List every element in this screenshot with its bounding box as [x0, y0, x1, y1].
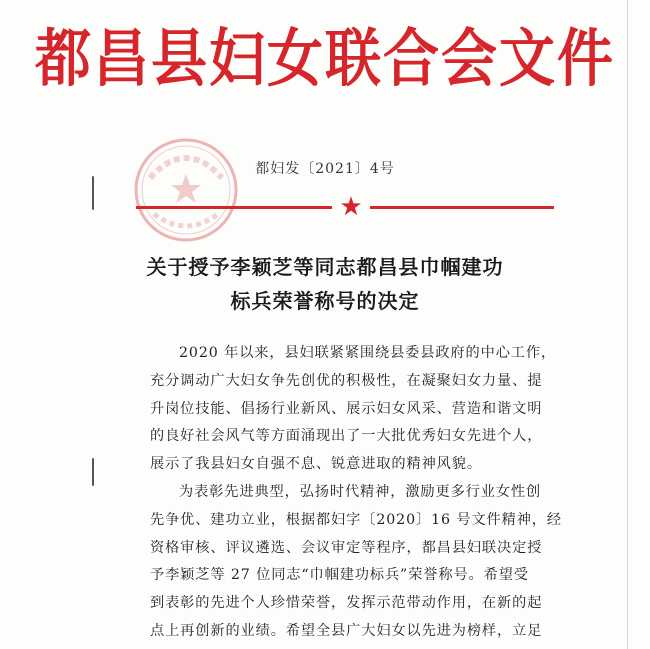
masthead-title: 都昌县妇女联合会文件: [35, 21, 615, 96]
paragraph-line: 展示了我县妇女自强不息、锐意进取的精神风貌。: [150, 456, 482, 473]
paragraph-line: 予李颖芝等 27 位同志“巾帼建功标兵”荣誉称号。希望受: [150, 567, 529, 584]
binding-mark-top: [92, 176, 94, 210]
paragraph-line: 先争优、建功立业，根据都妇字〔2020〕16 号文件精神，经: [150, 511, 562, 528]
paragraph-line: 2020 年以来，县妇联紧紧围绕县委县政府的中心工作，: [179, 345, 557, 361]
document-number: 都妇发〔2021〕4号: [255, 161, 395, 177]
paragraph-line: 充分调动广大妇女争先创优的积极性，在凝聚妇女力量、提: [150, 372, 543, 389]
paragraph-line: 的良好社会风气等方面涌现出了一大批优秀妇女先进个人，: [150, 428, 543, 445]
paragraph-line: 升岗位技能、倡扬行业新风、展示妇女风采、营造和谐文明: [150, 400, 543, 417]
document-body: [150, 340, 586, 646]
red-rule-right: [370, 206, 554, 209]
paragraph-line: 到表彰的先进个人珍惜荣誉，发挥示范带动作用，在新的起: [150, 595, 543, 612]
paragraph-line: 点上再创新的业绩。希望全县广大妇女以先进为榜样，立足: [150, 622, 543, 639]
red-rule-left: [136, 206, 332, 209]
title-line: 关于授予李颖芝等同志都昌县巾帼建功: [146, 255, 504, 279]
paragraph-line: 为表彰先进典型，弘扬时代精神，激励更多行业女性创: [179, 483, 542, 500]
title-line: 标兵荣誉称号的决定: [230, 289, 420, 313]
star-icon: ★: [339, 192, 363, 222]
document-title: [0, 250, 650, 318]
paragraph-line: 资格审核、评议遴选、会议审定等程序，都昌县妇联决定授: [150, 539, 543, 556]
official-seal-stamp: [130, 134, 242, 246]
binding-mark-bottom: [92, 458, 94, 486]
